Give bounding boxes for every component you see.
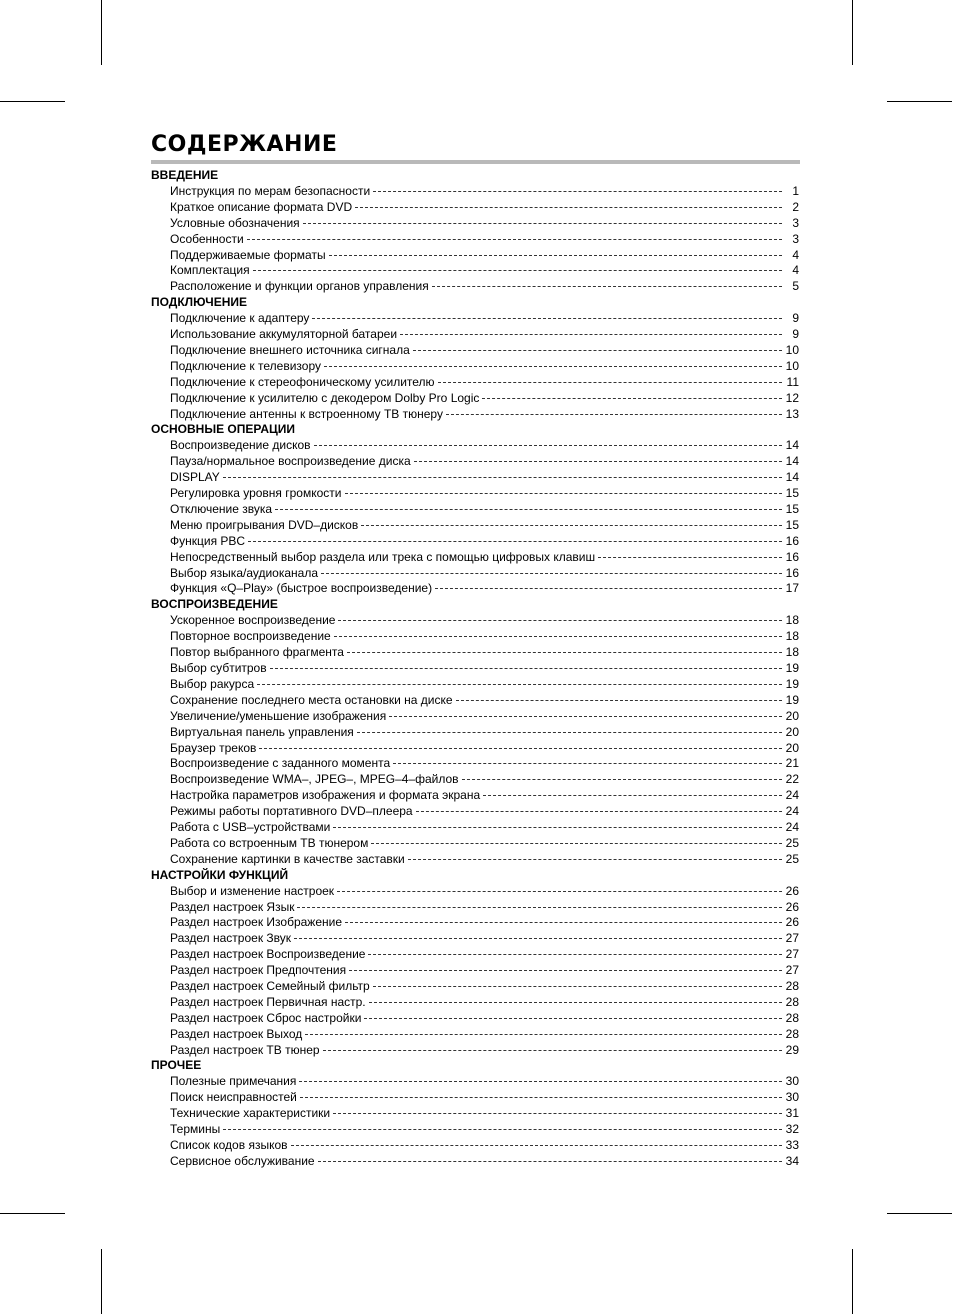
toc-page-number: 11 (786, 374, 799, 389)
toc-entry-title: Раздел настроек Изображение (170, 915, 342, 930)
crop-mark (887, 1213, 952, 1214)
dot-leader (347, 652, 782, 653)
toc-entry[interactable] (170, 724, 799, 740)
toc-entry-title: Технические характеристики (170, 1106, 331, 1121)
dot-leader (345, 922, 782, 923)
toc-entry[interactable] (170, 278, 799, 294)
toc-entry[interactable] (170, 358, 799, 374)
toc-entry-title: Краткое описание формата DVD (170, 199, 353, 214)
toc-entry-title: Режимы работы портативного DVD–плеера (170, 804, 413, 819)
dot-leader (414, 461, 782, 462)
dot-leader (361, 525, 782, 526)
toc-entry[interactable] (170, 1026, 799, 1042)
toc-entry-title: Подключение к телевизору (170, 358, 321, 373)
toc-page-number: 28 (785, 1010, 799, 1025)
toc-entry-title: Комплектация (170, 263, 250, 278)
toc-entry[interactable] (170, 1121, 799, 1137)
toc-entry[interactable] (170, 930, 799, 946)
toc-entry[interactable] (170, 247, 799, 263)
toc-page-number: 14 (785, 454, 799, 469)
toc-entry[interactable] (170, 374, 799, 390)
toc-entry[interactable] (170, 914, 799, 930)
toc-page-number: 27 (785, 931, 799, 946)
dot-leader (357, 732, 782, 733)
toc-entry-title: Настройка параметров изображения и формата экрана (170, 788, 481, 803)
toc-entry-title: Функция PBC (170, 533, 246, 548)
toc-entry[interactable] (170, 740, 799, 756)
dot-leader (483, 795, 782, 796)
dot-leader (393, 763, 782, 764)
toc-entry-title: Функция «Q–Play» (быстрое воспроизведение) (170, 581, 433, 596)
toc-entry-title: Раздел настроек Язык (170, 899, 295, 914)
toc-entry[interactable] (170, 485, 799, 501)
toc-entry-title: Повторное воспроизведение (170, 629, 331, 644)
toc-page-number: 19 (785, 676, 799, 691)
toc-entry-title: Подключение внешнего источника сигнала (170, 343, 410, 358)
toc-entry[interactable] (170, 708, 799, 724)
toc-page-number: 29 (785, 1042, 799, 1057)
dot-leader (435, 588, 782, 589)
toc-page-number: 4 (792, 247, 799, 262)
dot-leader (314, 445, 782, 446)
toc-entry-title: Подключение к усилителю с декодером Dolby Pro Logic (170, 390, 480, 405)
toc-entry[interactable] (170, 1073, 799, 1089)
toc-page-number: 14 (785, 438, 799, 453)
toc-page-number: 28 (785, 978, 799, 993)
toc-entry[interactable] (170, 946, 799, 962)
toc-entry[interactable] (170, 183, 799, 199)
toc-entry[interactable] (170, 262, 799, 278)
toc-page-number: 4 (792, 263, 799, 278)
toc-entry[interactable] (170, 755, 799, 771)
toc-entry[interactable] (170, 215, 799, 231)
toc-entry[interactable] (170, 580, 799, 596)
toc-entry-title: Раздел настроек Звук (170, 931, 292, 946)
toc-entry-title: Поиск неисправностей (170, 1090, 297, 1105)
toc-page-number: 16 (785, 549, 799, 564)
toc-entry[interactable] (170, 342, 799, 358)
toc-page-number: 17 (785, 581, 799, 596)
toc-entry-title: Полезные примечания (170, 1074, 297, 1089)
toc-entry-title: Воспроизведение WMA–, JPEG–, MPEG–4–файлов (170, 772, 459, 787)
toc-entry[interactable] (170, 453, 799, 469)
dot-leader (364, 1018, 782, 1019)
toc-entry[interactable] (170, 1089, 799, 1105)
toc-entry[interactable] (170, 692, 799, 708)
dot-leader (253, 270, 782, 271)
toc-entry-title: Выбор языка/аудиоканала (170, 565, 319, 580)
toc-page-number: 34 (785, 1153, 799, 1168)
dot-leader (257, 684, 782, 685)
toc-entry[interactable] (170, 1105, 799, 1121)
toc-entry[interactable] (170, 517, 799, 533)
toc-entry-title: Подключение к стереофоническому усилителю (170, 374, 435, 389)
dot-leader (355, 207, 782, 208)
toc-entry-title: Отключение звука (170, 502, 273, 517)
crop-mark (101, 1249, 102, 1314)
toc-entry[interactable] (170, 469, 799, 485)
dot-leader (482, 398, 782, 399)
toc-entry-title: Подключение антенны к встроенному ТВ тюнеру (170, 406, 443, 421)
dot-leader (270, 668, 782, 669)
toc-entry-title: Выбор субтитров (170, 661, 267, 676)
dot-leader (462, 779, 782, 780)
dot-leader (408, 859, 782, 860)
dot-leader (312, 318, 782, 319)
toc-page-number: 31 (785, 1106, 799, 1121)
toc-entry[interactable] (170, 231, 799, 247)
dot-leader (321, 573, 782, 574)
toc-entry-title: Раздел настроек Первичная настр. (170, 994, 366, 1009)
toc-page-number: 19 (785, 692, 799, 707)
toc-entry[interactable] (170, 962, 799, 978)
dot-leader (373, 986, 782, 987)
toc-entry-title: Подключение к адаптеру (170, 311, 310, 326)
toc-page-number: 25 (785, 851, 799, 866)
dot-leader (400, 334, 782, 335)
dot-leader (329, 255, 782, 256)
toc-page-number: 24 (785, 819, 799, 834)
section-heading: ПОДКЛЮЧЕНИЕ (151, 295, 248, 310)
dot-leader (333, 1113, 782, 1114)
dot-leader (323, 1050, 782, 1051)
toc-page-number: 20 (785, 740, 799, 755)
dot-leader (438, 382, 782, 383)
toc-entry[interactable] (170, 565, 799, 581)
toc-page-number: 9 (792, 311, 799, 326)
toc-entry-title: Сервисное обслуживание (170, 1153, 315, 1168)
toc-page-number: 22 (785, 772, 799, 787)
crop-mark (852, 0, 853, 65)
dot-leader (446, 414, 782, 415)
dot-leader (389, 716, 782, 717)
toc-page-number: 12 (785, 390, 799, 405)
toc-entry-title: Воспроизведение с заданного момента (170, 756, 391, 771)
page-title: СОДЕРЖАНИЕ (151, 132, 338, 157)
toc-page-number: 30 (785, 1074, 799, 1089)
toc-entry-title: Работа со встроенным ТВ тюнером (170, 835, 369, 850)
toc-entry-title: Браузер треков (170, 740, 257, 755)
toc-page-number: 16 (785, 533, 799, 548)
toc-page-number: 3 (792, 231, 799, 246)
toc-page-number: 26 (785, 899, 799, 914)
dot-leader (338, 620, 782, 621)
toc-entry[interactable] (170, 994, 799, 1010)
section-heading: ВВЕДЕНИЕ (151, 168, 219, 182)
toc-entry-title: Условные обозначения (170, 215, 300, 230)
toc-entry[interactable] (170, 1042, 799, 1058)
dot-leader (223, 477, 782, 478)
toc-entry[interactable] (170, 851, 799, 867)
toc-page-number: 20 (785, 708, 799, 723)
toc-page-number: 24 (785, 804, 799, 819)
toc-entry-title: Раздел настроек ТВ тюнер (170, 1042, 320, 1057)
toc-entry-title: Увеличение/уменьшение изображения (170, 708, 387, 723)
dot-leader (337, 891, 782, 892)
crop-mark (0, 101, 65, 102)
toc-entry[interactable] (170, 1010, 799, 1026)
crop-mark (852, 1249, 853, 1314)
toc-entry[interactable] (170, 835, 799, 851)
toc-entry-title: DISPLAY (170, 470, 220, 485)
toc-page-number: 3 (792, 215, 799, 230)
toc-entry[interactable] (170, 1137, 799, 1153)
toc-entry[interactable] (170, 787, 799, 803)
toc-entry[interactable] (170, 899, 799, 915)
toc-entry-title: Раздел настроек Семейный фильтр (170, 978, 370, 993)
dot-leader (413, 350, 782, 351)
toc-entry[interactable] (170, 628, 799, 644)
toc-entry[interactable] (170, 549, 799, 565)
toc-entry-title: Сохранение последнего места остановки на диске (170, 692, 453, 707)
toc-entry-title: Выбор и изменение настроек (170, 883, 335, 898)
toc-page-number: 15 (785, 486, 799, 501)
section-heading: ОСНОВНЫЕ ОПЕРАЦИИ (151, 422, 296, 437)
toc-entry-title: Раздел настроек Предпочтения (170, 963, 347, 978)
toc-page-number: 18 (785, 613, 799, 628)
toc-page-number: 14 (785, 470, 799, 485)
toc-page-number: 26 (785, 915, 799, 930)
toc-page-number: 25 (785, 835, 799, 850)
toc-page-number: 33 (785, 1137, 799, 1152)
crop-mark (887, 101, 952, 102)
toc-page-number: 24 (785, 788, 799, 803)
toc-entry-title: Инструкция по мерам безопасности (170, 184, 371, 198)
toc-page-number: 28 (785, 994, 799, 1009)
toc-entry[interactable] (170, 310, 799, 326)
section-heading: ВОСПРОИЗВЕДЕНИЕ (151, 597, 278, 612)
toc-entry-title: Меню проигрывания DVD–дисков (170, 517, 359, 532)
toc-entry-title: Регулировка уровня громкости (170, 486, 342, 501)
toc-page-number: 28 (785, 1026, 799, 1041)
section-heading: ПРОЧЕЕ (151, 1058, 202, 1073)
toc-entry-title: Раздел настроек Воспроизведение (170, 947, 366, 962)
toc-entry-title: Использование аккумуляторной батареи (170, 327, 398, 342)
toc-entry-title: Воспроизведение дисков (170, 438, 311, 453)
toc-entry-title: Особенности (170, 231, 244, 246)
dot-leader (318, 1161, 782, 1162)
dot-leader (275, 509, 782, 510)
dot-leader (300, 1097, 782, 1098)
toc-entry-title: Раздел настроек Сброс настройки (170, 1010, 362, 1025)
toc-entry-title: Поддерживаемые форматы (170, 247, 326, 262)
toc-entry[interactable] (170, 1153, 799, 1169)
toc-entry[interactable] (170, 803, 799, 819)
toc-entry-title: Ускоренное воспроизведение (170, 613, 336, 628)
toc-entry[interactable] (170, 326, 799, 342)
dot-leader (598, 557, 782, 558)
toc-entry-title: Работа с USB–устройствами (170, 819, 331, 834)
toc-entry[interactable] (170, 771, 799, 787)
dot-leader (297, 907, 782, 908)
toc-page-number: 13 (785, 406, 799, 421)
toc-page-number: 21 (785, 756, 799, 771)
toc-page-number: 5 (792, 279, 799, 294)
dot-leader (349, 970, 782, 971)
toc-page-number: 19 (785, 661, 799, 676)
dot-leader (373, 191, 782, 192)
toc-page-number: 20 (785, 724, 799, 739)
table-of-contents (151, 167, 799, 1169)
toc-page-number: 16 (785, 565, 799, 580)
toc-page-number: 1 (792, 184, 799, 198)
dot-leader (368, 954, 782, 955)
dot-leader (299, 1081, 782, 1082)
title-underline (151, 160, 800, 164)
toc-page-number: 15 (785, 517, 799, 532)
toc-entry[interactable] (170, 437, 799, 453)
toc-entry[interactable] (170, 390, 799, 406)
toc-entry[interactable] (170, 406, 799, 422)
toc-page-number: 18 (785, 629, 799, 644)
toc-entry[interactable] (170, 644, 799, 660)
toc-entry-title: Раздел настроек Выход (170, 1026, 303, 1041)
toc-entry[interactable] (170, 883, 799, 899)
crop-mark (0, 1213, 65, 1214)
toc-entry-title: Пауза/нормальное воспроизведение диска (170, 454, 411, 469)
dot-leader (291, 1145, 783, 1146)
toc-page-number: 15 (785, 502, 799, 517)
dot-leader (305, 1034, 782, 1035)
toc-page-number: 10 (785, 358, 799, 373)
toc-page-number: 27 (785, 947, 799, 962)
toc-page-number: 2 (792, 199, 799, 214)
toc-entry[interactable] (170, 676, 799, 692)
dot-leader (248, 541, 782, 542)
crop-mark (101, 0, 102, 65)
dot-leader (432, 286, 782, 287)
dot-leader (334, 636, 782, 637)
dot-leader (303, 223, 782, 224)
toc-entry-title: Повтор выбранного фрагмента (170, 645, 344, 660)
dot-leader (345, 493, 783, 494)
dot-leader (259, 748, 782, 749)
toc-entry[interactable] (170, 978, 799, 994)
toc-entry[interactable] (170, 501, 799, 517)
toc-entry-title: Выбор ракурса (170, 676, 255, 691)
toc-page-number: 32 (785, 1122, 799, 1137)
dot-leader (456, 700, 782, 701)
toc-entry-title: Список кодов языков (170, 1137, 288, 1152)
toc-entry[interactable] (170, 660, 799, 676)
toc-page-number: 18 (785, 645, 799, 660)
dot-leader (294, 938, 782, 939)
dot-leader (416, 811, 782, 812)
toc-page-number: 9 (792, 327, 799, 342)
toc-entry-title: Термины (170, 1122, 221, 1137)
toc-entry-title: Сохранение картинки в качестве заставки (170, 851, 405, 866)
toc-page-number: 30 (785, 1090, 799, 1105)
toc-entry-title: Непосредственный выбор раздела или трека с помощью цифровых клавиш (170, 549, 596, 564)
toc-page-number: 10 (785, 343, 799, 358)
toc-entry[interactable] (170, 819, 799, 835)
toc-page-number: 27 (785, 963, 799, 978)
toc-entry[interactable] (170, 533, 799, 549)
dot-leader (247, 239, 782, 240)
dot-leader (324, 366, 782, 367)
section-heading: НАСТРОЙКИ ФУНКЦИЙ (151, 867, 289, 882)
toc-page-number: 26 (785, 883, 799, 898)
dot-leader (223, 1129, 782, 1130)
dot-leader (369, 1002, 782, 1003)
toc-entry-title: Расположение и функции органов управления (170, 279, 429, 294)
toc-entry[interactable] (170, 199, 799, 215)
toc-entry-title: Виртуальная панель управления (170, 724, 354, 739)
dot-leader (333, 827, 782, 828)
toc-entry[interactable] (170, 612, 799, 628)
dot-leader (371, 843, 782, 844)
